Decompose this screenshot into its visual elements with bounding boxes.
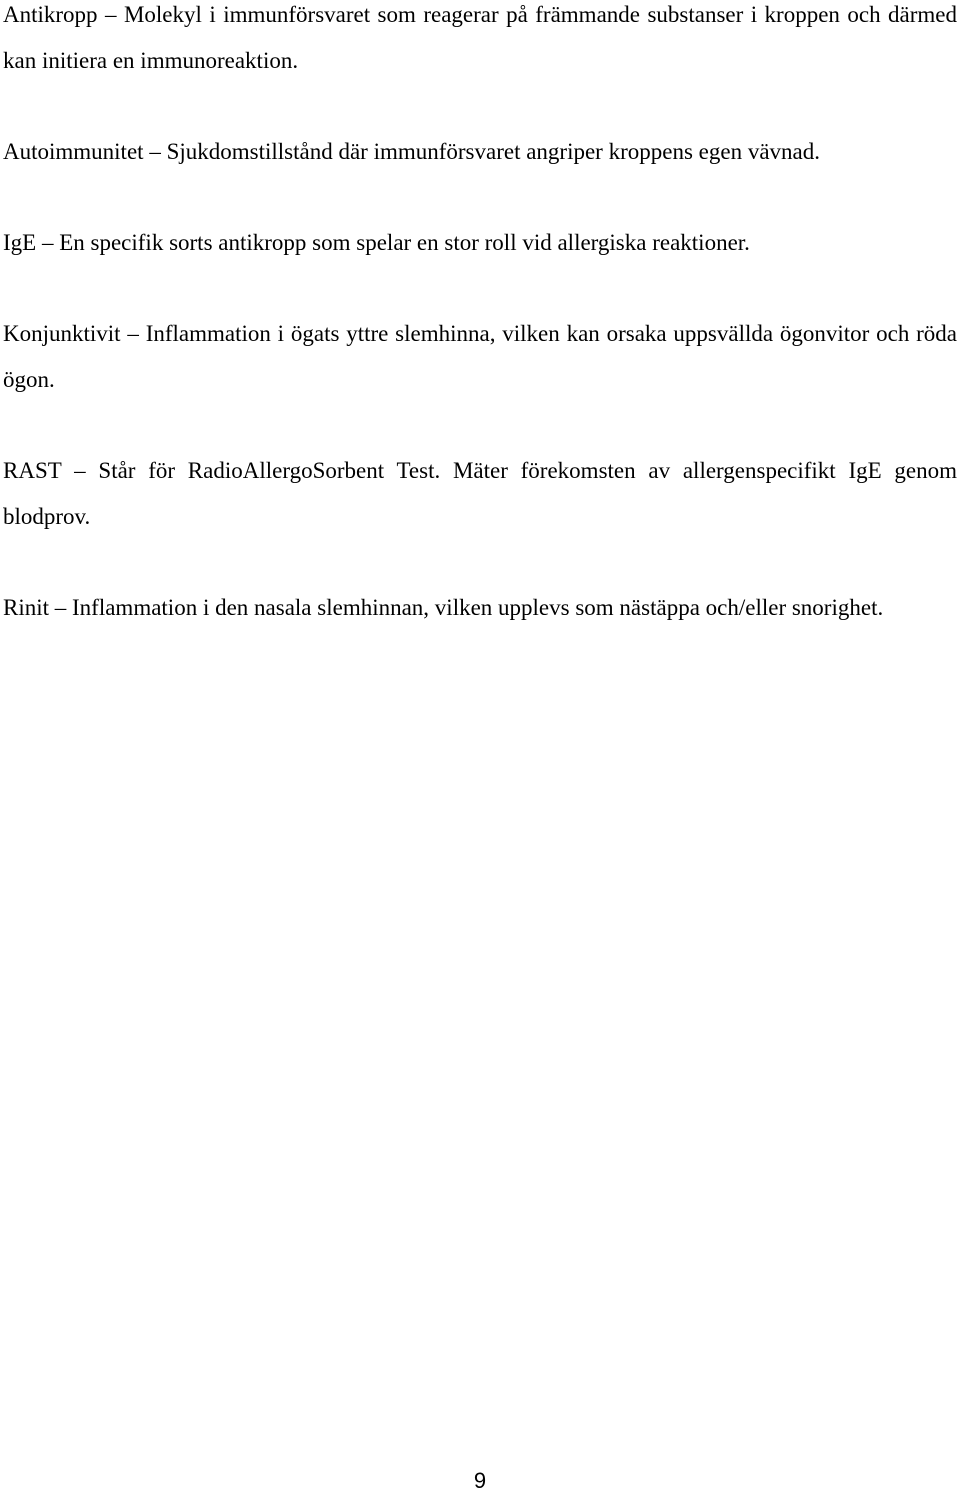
glossary-term: Antikropp <box>3 2 98 27</box>
term-separator: – <box>74 458 86 483</box>
glossary-entry-rast <box>3 448 957 540</box>
glossary-term: Autoimmunitet <box>3 139 144 164</box>
glossary-term: Rinit <box>3 595 50 620</box>
term-separator: – <box>149 139 161 164</box>
glossary-definition: En specifik sorts antikropp som spelar en stor roll vid allergiska reaktioner. <box>59 230 750 255</box>
term-separator: – <box>41 230 54 255</box>
term-separator: – <box>54 595 67 620</box>
glossary-entry-rinit <box>3 585 957 631</box>
term-separator: – <box>127 321 139 346</box>
glossary-definition: Sjukdomstillstånd där immunförsvaret angriper kroppens egen vävnad. <box>166 139 820 164</box>
glossary-definition: Inflammation i den nasala slemhinnan, vilken upplevs som nästäppa och/eller snorighet. <box>72 595 884 620</box>
glossary-term: RAST <box>3 458 62 483</box>
glossary-definition: Står för RadioAllergoSorbent Test. Mäter förekomsten av allergenspecifikt IgE genom blodprov. <box>3 458 958 529</box>
glossary-entry-konjunktivit <box>3 311 957 403</box>
glossary-definition: Inflammation i ögats yttre slemhinna, vilken kan orsaka uppsvällda ögonvitor och röda ögon. <box>3 321 958 392</box>
glossary-term: IgE <box>3 230 37 255</box>
glossary-entry-ige <box>3 220 957 266</box>
glossary-entry-autoimmunitet <box>3 129 957 175</box>
page-number: 9 <box>473 1468 487 1493</box>
glossary-definition: Molekyl i immunförsvaret som reagerar på främmande substanser i kroppen och därmed kan initiera en immunoreaktion. <box>3 2 957 73</box>
glossary-term: Konjunktivit <box>3 321 121 346</box>
glossary-entry-antikropp <box>3 0 957 84</box>
term-separator: – <box>105 2 117 27</box>
